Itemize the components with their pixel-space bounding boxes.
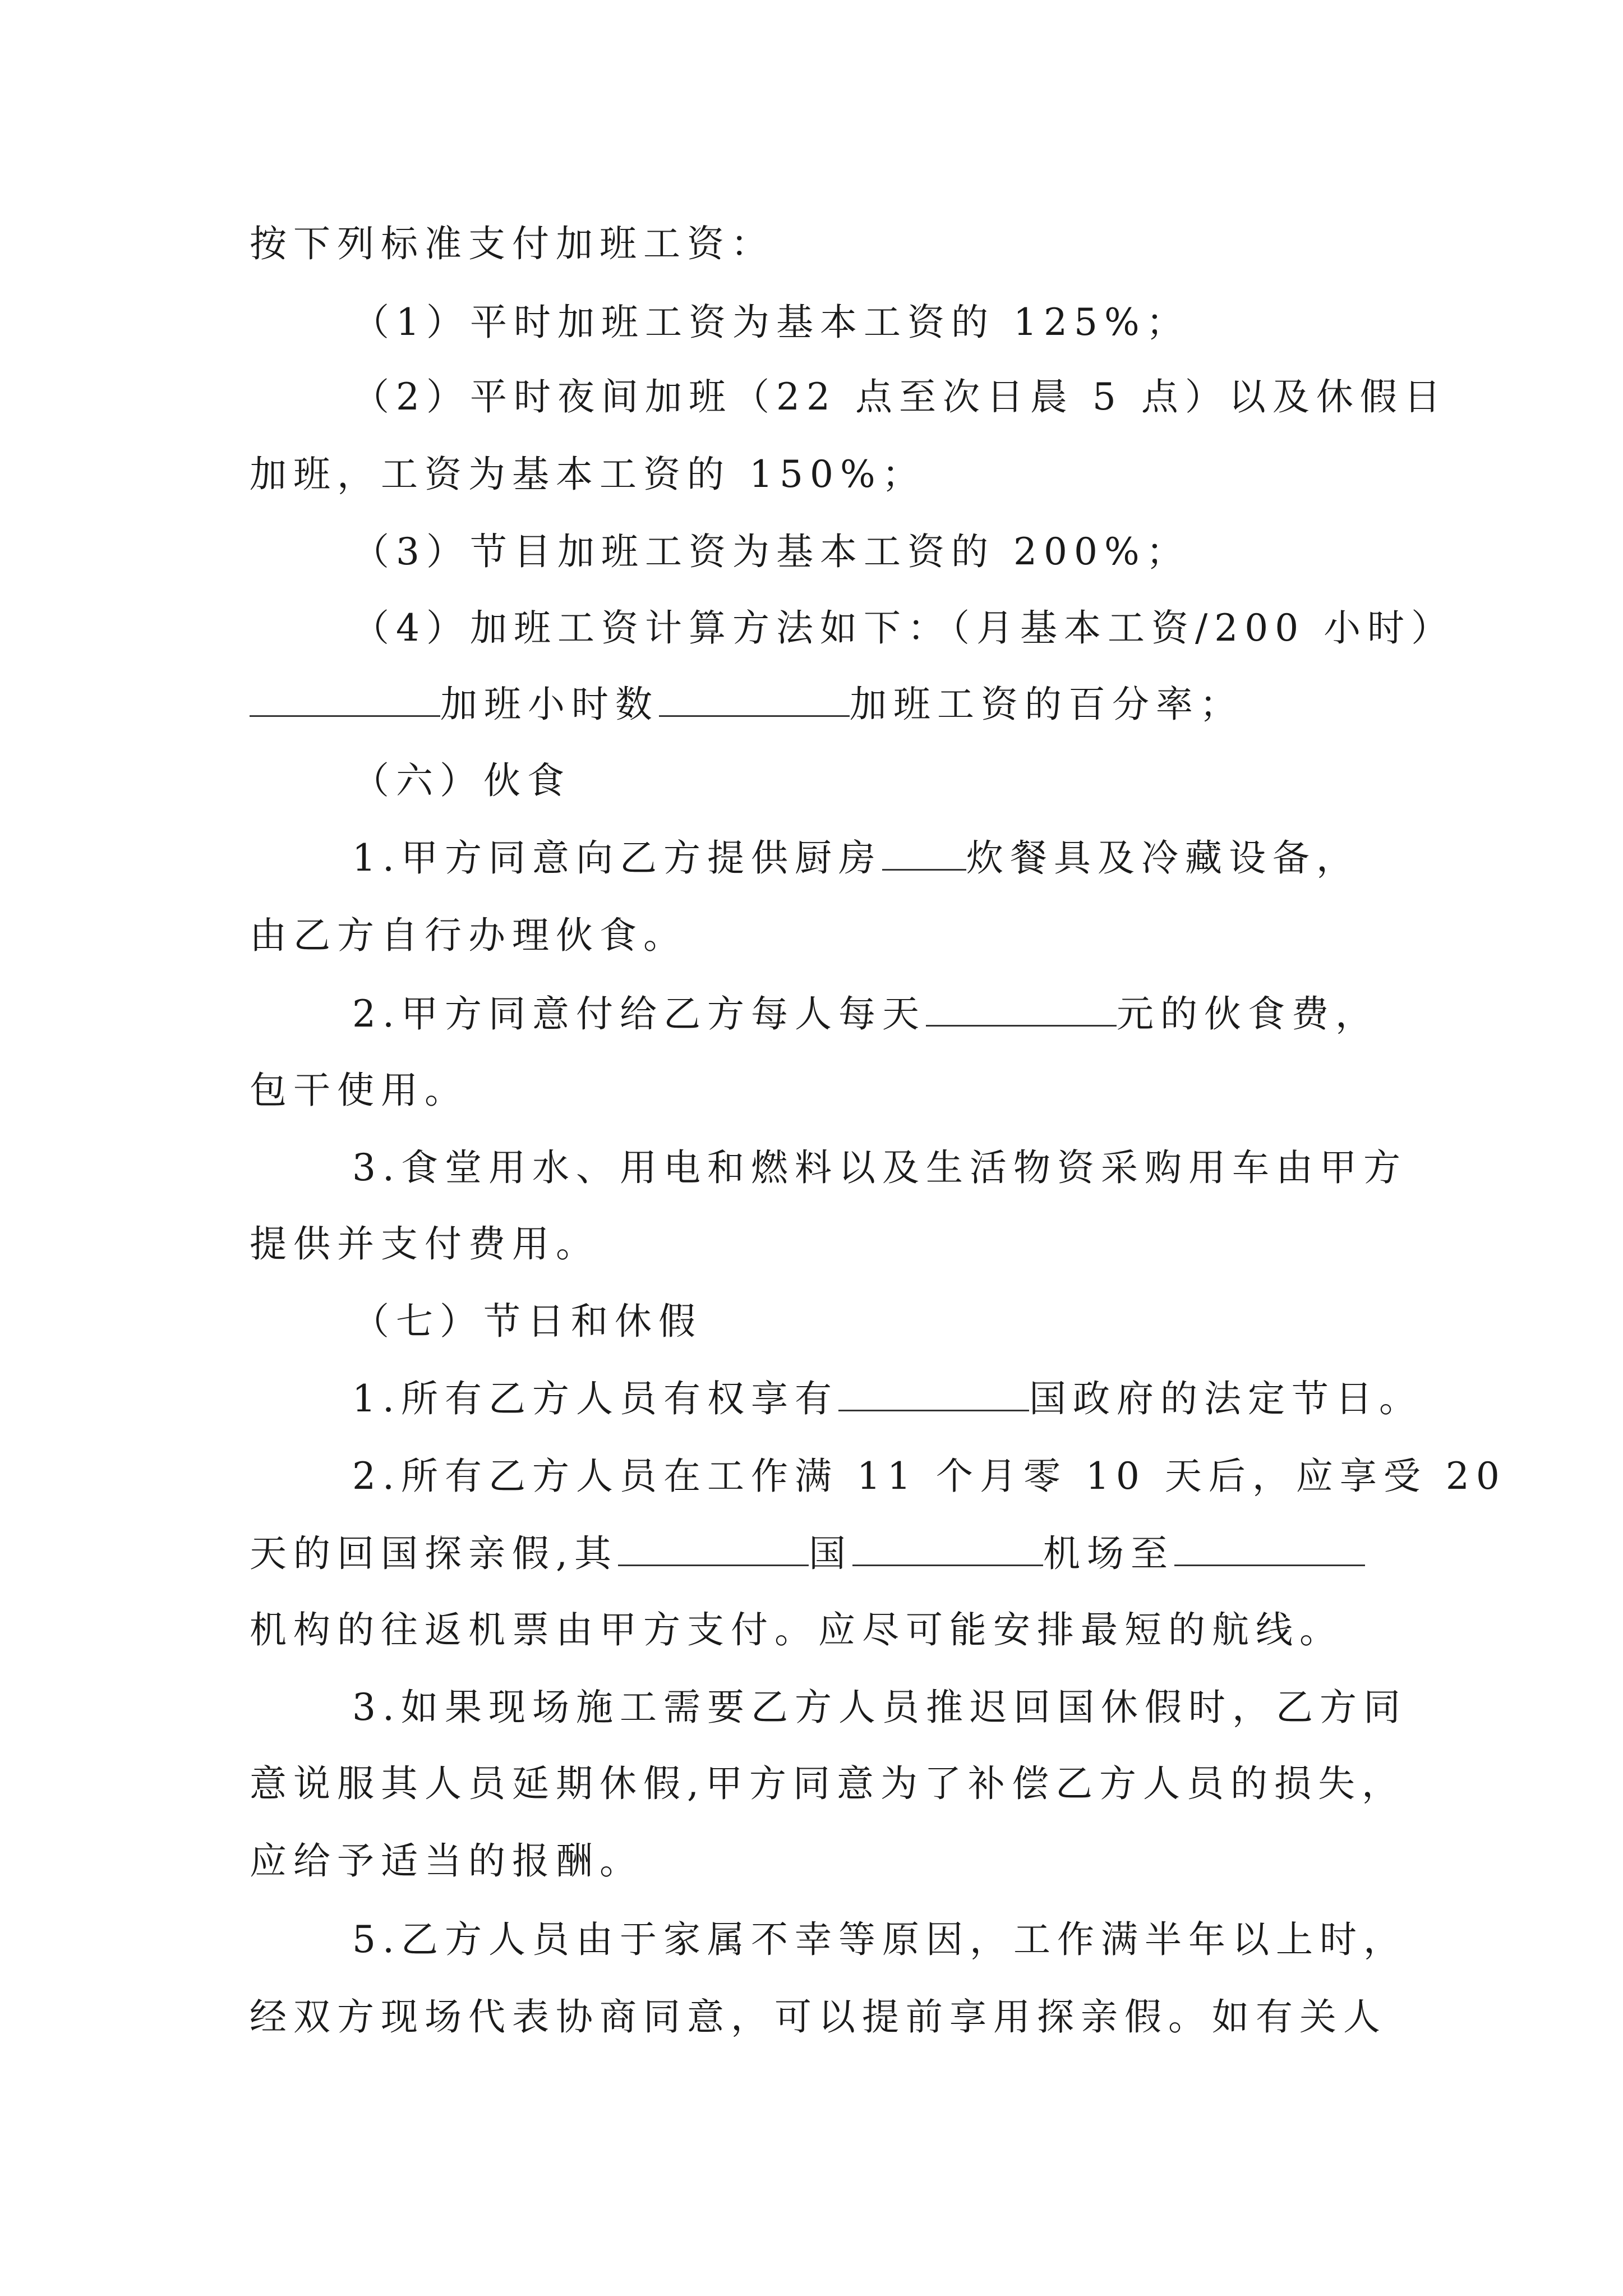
paragraph-line: [250, 682, 1243, 727]
line-text: 炊餐具及冷藏设备，: [966, 836, 1360, 880]
blank-field: [250, 684, 440, 717]
paragraph-line: 应给予适当的报酬。: [250, 1839, 643, 1883]
blank-field: [1174, 1533, 1365, 1566]
blank-field: [926, 993, 1117, 1027]
line-text: 机场至: [1043, 1532, 1174, 1575]
paragraph-line: 机构的往返机票由甲方支付。应尽可能安排最短的航线。: [250, 1608, 1343, 1651]
blank-field: [618, 1533, 809, 1566]
blank-field: [882, 838, 966, 871]
section-heading: （六）伙食: [352, 759, 571, 802]
line-text: 天的回国探亲假,其: [250, 1532, 618, 1575]
paragraph-line: （4）加班工资计算方法如下：（月基本工资/200 小时）: [352, 606, 1455, 650]
paragraph-line: 经双方现场代表协商同意，可以提前享用探亲假。如有关人: [250, 1995, 1387, 2039]
line-text: 2.甲方同意付给乙方每人每天: [352, 992, 926, 1036]
paragraph-line: 提供并支付费用。: [250, 1222, 600, 1266]
paragraph-line: 加班，工资为基本工资的 150%；: [250, 453, 926, 496]
line-text: 1.所有乙方人员有权享有: [352, 1377, 838, 1420]
section-heading: （七）节日和休假: [352, 1300, 702, 1343]
paragraph-line: （3）节目加班工资为基本工资的 200%；: [352, 530, 1190, 573]
paragraph-line: 3.如果现场施工需要乙方人员推迟回国休假时，乙方同: [352, 1686, 1407, 1729]
blank-field: [838, 1378, 1029, 1411]
line-text: 元的伙食费，: [1116, 992, 1379, 1036]
line-text: 1.甲方同意向乙方提供厨房: [352, 836, 882, 880]
paragraph-line: [250, 1531, 1365, 1576]
paragraph-line: 3.食堂用水、用电和燃料以及生活物资采购用车由甲方: [352, 1146, 1407, 1189]
line-text: 加班工资的百分率；: [850, 683, 1243, 726]
line-text: 国: [808, 1532, 852, 1575]
paragraph-line: 5.乙方人员由于家属不幸等原因，工作满半年以上时，: [352, 1918, 1407, 1961]
line-text: 国政府的法定节日。: [1029, 1377, 1423, 1420]
paragraph-line: [352, 1377, 1423, 1421]
paragraph-line: （2）平时夜间加班（22 点至次日晨 5 点）以及休假日: [352, 375, 1447, 418]
blank-field: [852, 1533, 1043, 1566]
paragraph-line: [352, 992, 1379, 1037]
line-text: 加班小时数: [440, 683, 659, 726]
paragraph-line: 由乙方自行办理伙食。: [250, 914, 687, 957]
paragraph-line: 意说服其人员延期休假,甲方同意为了补偿乙方人员的损失，: [250, 1762, 1405, 1805]
paragraph-line: [352, 836, 1360, 881]
paragraph-line: 按下列标准支付加班工资：: [250, 222, 774, 265]
blank-field: [659, 684, 850, 717]
paragraph-line: 2.所有乙方人员在工作满 11 个月零 10 天后，应享受 20: [352, 1455, 1506, 1498]
paragraph-line: （1）平时加班工资为基本工资的 125%；: [352, 301, 1190, 344]
paragraph-line: 包干使用。: [250, 1069, 468, 1112]
